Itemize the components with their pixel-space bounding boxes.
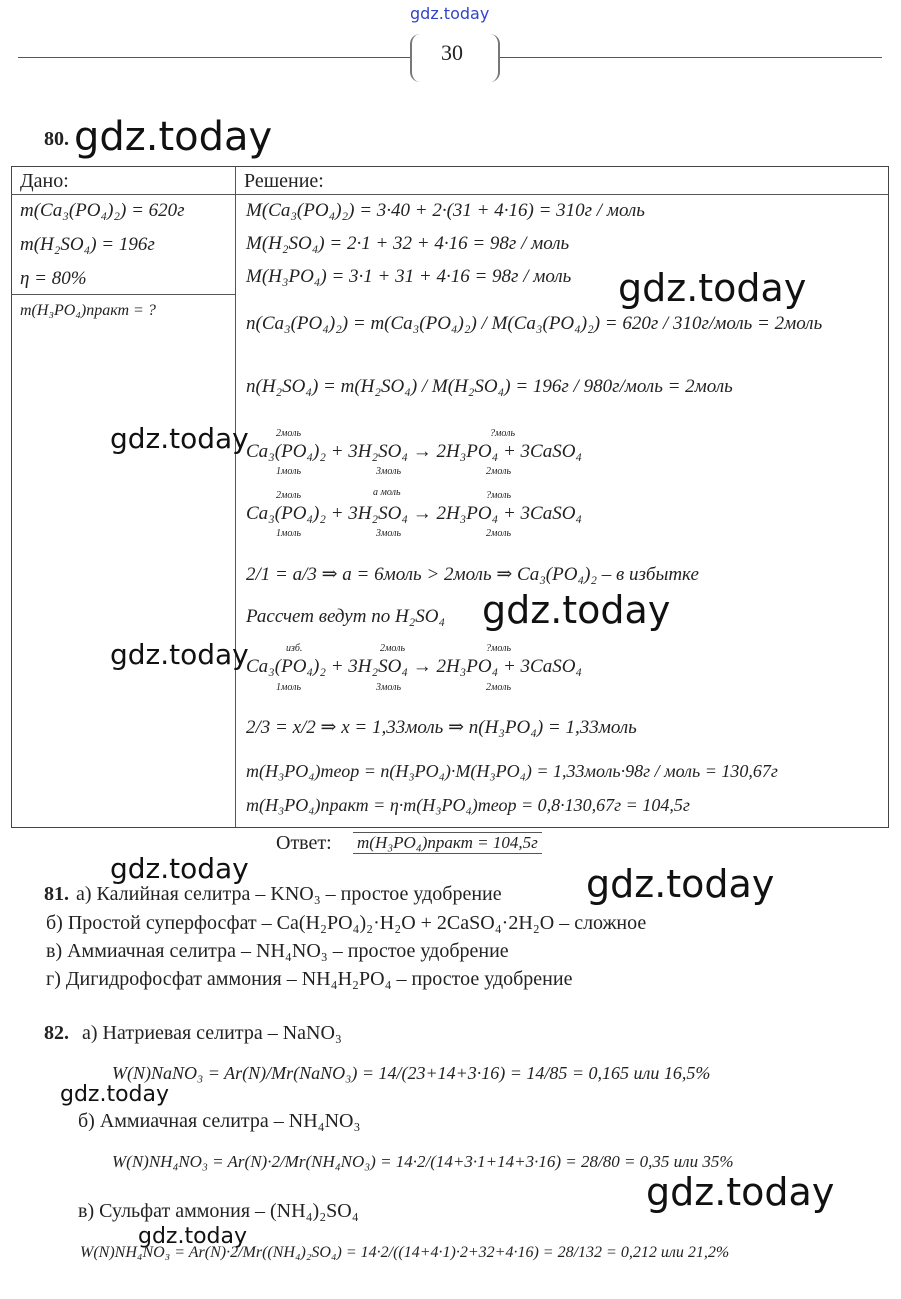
solution-line: M(Ca₃(PO₄)₂) = 3·40 + 2·(31 + 4·16) = 310г / моль — [246, 200, 645, 221]
reaction-equation: Ca₃(PO₄)₂ + 3H₂SO₄ → 2H₃PO₄ + 3CaSO₄ — [246, 503, 583, 524]
solution-line: n(H₂SO₄) = m(H₂SO₄) / M(H₂SO₄) = 196г / 980г/моль = 2моль — [246, 376, 733, 397]
given-find-rule — [11, 294, 236, 295]
watermark: gdz.today — [110, 638, 249, 671]
problem-82-formula: W(N)NH₄NO₃ = Ar(N)·2/Mr((NH₄)₂SO₄) = 14·2/((14+4·1)·2+32+4·16) = 28/132 = 0,212 или 21,2% — [80, 1244, 730, 1261]
reaction-label: 2моль — [276, 490, 302, 501]
given-item: m(H₂SO₄) = 196г — [20, 234, 155, 255]
reaction-label: а моль — [373, 487, 401, 498]
watermark: gdz.today — [110, 852, 249, 885]
header-rule-left — [18, 57, 412, 58]
reaction-label: 3моль — [376, 682, 402, 693]
reaction-label: 1моль — [276, 466, 302, 477]
solution-line: 2/1 = a/3 ⇒ a = 6моль > 2моль ⇒ Ca₃(PO₄)₂ – в избытке — [246, 564, 699, 585]
reaction-label: изб. — [286, 643, 303, 654]
reaction-label: ?моль — [490, 428, 516, 439]
solution-line: m(H₃PO₄)практ = η·m(H₃PO₄)теор = 0,8·130,67г = 104,5г — [246, 795, 690, 815]
reaction-label: 3моль — [376, 528, 402, 539]
reaction-equation: Ca₃(PO₄)₂ + 3H₂SO₄ → 2H₃PO₄ + 3CaSO₄ — [246, 656, 583, 677]
answer-value: m(H₃PO₄)практ = 104,5г — [353, 832, 542, 854]
problem-82-formula: W(N)NH₄NO₃ = Ar(N)·2/Mr(NH₄NO₃) = 14·2/(14+3·1+14+3·16) = 28/80 = 0,35 или 35% — [112, 1152, 734, 1171]
reaction-label: 1моль — [276, 682, 302, 693]
solution-line: n(Ca₃(PO₄)₂) = m(Ca₃(PO₄)₂) / M(Ca₃(PO₄)₂) = 620г / 310г/моль = 2моль — [246, 313, 823, 334]
table-divider-vertical — [235, 166, 236, 827]
problem-81-number: 81. — [44, 883, 69, 905]
reaction-label: 2моль — [486, 466, 512, 477]
problem-81-item: в) Аммиачная селитра – NH₄NO₃ – простое удобрение — [46, 940, 509, 962]
watermark: gdz.today — [586, 862, 775, 906]
reaction-label: ?моль — [486, 490, 512, 501]
reaction-label: 2моль — [276, 428, 302, 439]
problem-82-formula: W(N)NaNO₃ = Ar(N)/Mr(NaNO₃) = 14/(23+14+3·16) = 14/85 = 0,165 или 16,5% — [112, 1063, 711, 1083]
watermark: gdz.today — [646, 1170, 835, 1214]
watermark: gdz.today — [138, 1224, 248, 1249]
reaction-label: 2моль — [486, 528, 512, 539]
table-header-rule — [11, 194, 888, 195]
problem-81-item: б) Простой суперфосфат – Ca(H₂PO₄)₂·H₂O + 2CaSO₄·2H₂O – сложное — [46, 912, 647, 934]
solution-line: Рассчет ведут по H₂SO₄ — [246, 606, 446, 627]
watermark: gdz.today — [110, 422, 249, 455]
problem-80-number: 80. — [44, 128, 69, 150]
site-mark: gdz.today — [410, 4, 490, 23]
header-rule-right — [498, 57, 882, 58]
solution-line: M(H₃PO₄) = 3·1 + 31 + 4·16 = 98г / моль — [246, 266, 572, 287]
reaction-label: 2моль — [486, 682, 512, 693]
watermark: gdz.today — [60, 1082, 170, 1107]
reaction-label: 1моль — [276, 528, 302, 539]
problem-82-number: 82. — [44, 1022, 69, 1044]
page-number: 30 — [441, 40, 463, 65]
given-item: η = 80% — [20, 268, 87, 289]
problem-81-item: а) Калийная селитра – KNO₃ – простое удобрение — [76, 883, 502, 905]
solution-line: 2/3 = x/2 ⇒ x = 1,33моль ⇒ n(H₃PO₄) = 1,33моль — [246, 717, 637, 738]
reaction-equation: Ca₃(PO₄)₂ + 3H₂SO₄ → 2H₃PO₄ + 3CaSO₄ — [246, 441, 583, 462]
solution-label: Решение: — [244, 170, 324, 192]
reaction-label: ?моль — [486, 643, 512, 654]
given-label: Дано: — [20, 170, 69, 192]
answer-label: Ответ: — [276, 832, 332, 854]
problem-82-item: а) Натриевая селитра – NaNO₃ — [82, 1022, 342, 1044]
problem-82-item: в) Сульфат аммония – (NH₄)₂SO₄ — [78, 1200, 359, 1222]
watermark: gdz.today — [482, 588, 671, 632]
solution-line: M(H₂SO₄) = 2·1 + 32 + 4·16 = 98г / моль — [246, 233, 570, 254]
reaction-label: 2моль — [380, 643, 406, 654]
problem-82-item: б) Аммиачная селитра – NH₄NO₃ — [78, 1110, 361, 1132]
reaction-label: 3моль — [376, 466, 402, 477]
problem-81-item: г) Дигидрофосфат аммония – NH₄H₂PO₄ – простое удобрение — [46, 968, 573, 990]
given-item: m(Ca₃(PO₄)₂) = 620г — [20, 200, 185, 221]
watermark: gdz.today — [74, 114, 273, 160]
find-item: m(H₃PO₄)практ = ? — [20, 302, 156, 319]
watermark: gdz.today — [618, 266, 807, 310]
solution-line: m(H₃PO₄)теор = n(H₃PO₄)·M(H₃PO₄) = 1,33моль·98г / моль = 130,67г — [246, 761, 778, 781]
